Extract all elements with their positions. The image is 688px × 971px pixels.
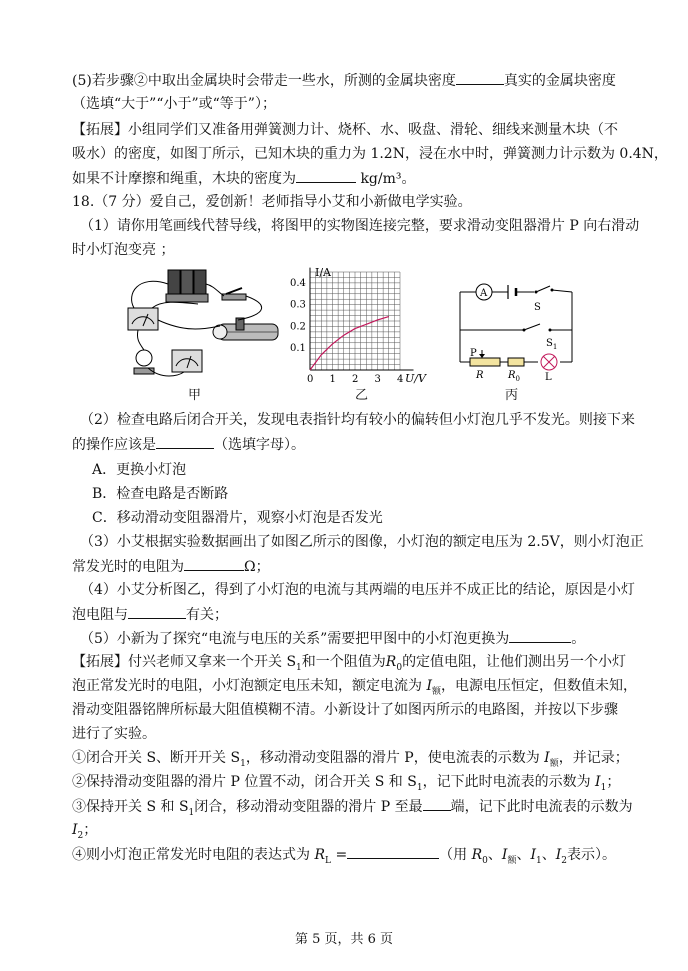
q18-ext-line1 xyxy=(72,652,626,678)
resistor-r0-label: $R_0$ xyxy=(508,370,520,383)
page-footer: 第 5 页，共 6 页 xyxy=(294,932,394,947)
q17-item5-blank[interactable] xyxy=(456,70,504,85)
q18-p5-blank[interactable] xyxy=(509,628,571,643)
i-rated-subscript: 额 xyxy=(431,686,441,697)
battery-pack xyxy=(166,270,208,302)
q18-p2-text-c: （选填字母）。 xyxy=(214,437,305,453)
q18-ext-text1c: 的定值电阻，让他们测出另一个小灯 xyxy=(402,654,627,670)
comma-1: 、 xyxy=(487,847,502,863)
q18-step4-text-c: 表示）。 xyxy=(566,847,616,863)
x-tick-label: 4 xyxy=(397,374,404,385)
q18-step1-text-b: ，移动滑动变阻器的滑片 P，使电流表的示数为 xyxy=(245,750,540,766)
q18-option-c: C．移动滑动变阻器滑片，观察小灯泡是否发光 xyxy=(92,510,383,526)
q18-step3-text-c: 端，记下此时电流表的示数为 xyxy=(450,799,633,815)
q17-ext-line2: 吸水）的密度，如图丁所示，已知木块的重力为 1.2N，浸在水中时，弹簧测力计示数为 0.4N， xyxy=(72,146,668,162)
q17-ext-text1: 小组同学们又准备用弹簧测力计、烧杯、水、吸盘、滑轮、细线来测量木块（不 xyxy=(128,122,618,138)
rheostat-label: R xyxy=(476,370,484,381)
step3-i2-subscript: 2 xyxy=(77,830,84,841)
expr-irated-subscript: 额 xyxy=(507,855,517,866)
lamp-label: L xyxy=(545,372,552,383)
q18-p3-line2 xyxy=(72,556,270,577)
q17-ext-line3 xyxy=(72,168,416,189)
slider-p-label: P xyxy=(470,348,477,359)
q18-p2-line1: （2）检查电路后闭合开关，发现电表指针均有较小的偏转但小灯泡几乎不发光。则接下来 xyxy=(80,412,635,428)
y-tick-label: 0.2 xyxy=(290,321,306,333)
equals-sign: = xyxy=(335,847,348,863)
q18-step2 xyxy=(72,772,620,798)
step2-s1-subscript: 1 xyxy=(416,782,423,793)
circuit-wires xyxy=(460,290,572,362)
q18-p4-text-c: 有关； xyxy=(186,607,228,623)
x-tick-label: 2 xyxy=(352,374,359,385)
i-rated-symbol: I xyxy=(426,678,432,694)
s1-subscript: 1 xyxy=(296,662,302,673)
q18-ext-line4: 进行了实验。 xyxy=(72,726,156,742)
y-tick-label: 0.3 xyxy=(290,299,306,311)
q18-p5-line xyxy=(80,628,585,649)
switch-s1-label: $S_1$ xyxy=(546,338,558,351)
q17-item5-text-a: (5)若步骤②中取出金属块时会带走一些水，所测的金属块密度 xyxy=(72,73,456,89)
expr-r0-symbol: R xyxy=(471,847,483,863)
y-axis-label: I/A xyxy=(315,266,331,279)
switch-s-symbol xyxy=(535,286,554,294)
q18-step1-text-a: ①闭合开关 S、断开开关 S xyxy=(72,750,241,766)
x-tick-label: 0 xyxy=(307,374,314,385)
figure-bing-caption: 丙 xyxy=(505,388,519,403)
q18-ext-line2 xyxy=(72,676,637,702)
q18-step3 xyxy=(72,796,633,823)
knife-switch xyxy=(222,288,246,300)
q17-item5-text-b: 真实的金属块密度 xyxy=(503,73,616,89)
q18-ext-line3: 滑动变阻器铭牌所标最大阻值模糊不清。小新设计了如图丙所示的电路图，并按以下步骤 xyxy=(72,702,618,718)
r0-symbol: R xyxy=(385,654,397,670)
q18-ext-label: 【拓展】 xyxy=(72,654,128,670)
q18-p4-blank[interactable] xyxy=(128,604,186,619)
figure-bing-circuit-diagram xyxy=(452,280,580,383)
figure-yi-iu-graph xyxy=(290,264,430,388)
q18-p2-line2 xyxy=(72,434,305,455)
expr-irated-symbol: I xyxy=(501,847,508,863)
x-tick-label: 1 xyxy=(329,374,336,385)
step1-s1-subscript: 1 xyxy=(240,758,246,769)
y-tick-label: 0.4 xyxy=(290,277,306,289)
q17-ext-text3b: kg/m³。 xyxy=(356,171,416,187)
q18-p4-line2 xyxy=(72,604,228,625)
q18-ext-text2b: ，电源电压恒定，但数值未知， xyxy=(441,678,637,694)
q18-p5-text-a: （5）小新为了探究“电流与电压的关系”需要把甲图中的小灯泡更换为 xyxy=(80,631,510,647)
rl-symbol: R xyxy=(314,847,325,863)
switch-s-label: S xyxy=(534,302,541,313)
q18-step3-cont xyxy=(72,820,97,846)
q18-p3-blank[interactable] xyxy=(184,556,244,571)
q18-step3-text-a: ③保持开关 S 和 S xyxy=(72,799,189,815)
q17-ext-text3a: 如果不计摩擦和绳重，木块的密度为 xyxy=(72,171,296,187)
q18-p2-text-b: 的操作应该是 xyxy=(72,437,156,453)
q18-step2-text-a: ②保持滑动变阻器的滑片 P 位置不动，闭合开关 S 和 S xyxy=(72,774,417,790)
expr-i1-subscript: 1 xyxy=(535,855,542,866)
comma-3: 、 xyxy=(541,847,556,863)
expr-i2-symbol: I xyxy=(555,847,562,863)
q17-density-blank[interactable] xyxy=(296,168,356,183)
q18-step2-text-c: ； xyxy=(606,774,621,790)
x-axis-label: U/V xyxy=(405,372,426,385)
q18-ext-text1a: 付兴老师又拿来一个开关 S xyxy=(128,654,297,670)
q18-step4-text-b: （用 xyxy=(439,847,468,863)
expr-i1-symbol: I xyxy=(530,847,536,863)
q18-option-b: B．检查电路是否断路 xyxy=(92,486,229,502)
q17-item5-line xyxy=(72,70,616,91)
q18-heading: 18.（7 分）爱自己，爱创新！老师指导小艾和小新做电学实验。 xyxy=(72,194,472,210)
expr-i2-subscript: 2 xyxy=(561,855,567,866)
q18-step2-text-b: ，记下此时电流表的示数为 xyxy=(422,774,591,790)
q18-ext-text2a: 泡正常发光时的电阻，小灯泡额定电压未知，额定电流为 xyxy=(72,678,422,694)
q18-p3-line1: （3）小艾根据实验数据画出了如图乙所示的图像，小灯泡的额定电压为 2.5V，则小灯泡正 xyxy=(80,534,644,550)
r0-subscript: 0 xyxy=(396,662,403,673)
q18-ext-text1b: 和一个阻值为 xyxy=(301,654,386,670)
figure-jia-physical-circuit xyxy=(118,264,300,396)
figure-jia-caption: 甲 xyxy=(188,388,202,403)
q17-item5-hint: （选填“大于”“小于”或“等于”）； xyxy=(72,96,276,112)
q17-ext-line1 xyxy=(72,120,618,140)
step2-i1-subscript: 1 xyxy=(600,782,607,793)
graph-grid xyxy=(310,272,400,370)
q18-step4 xyxy=(72,844,616,871)
q18-step4-text-a: ④则小灯泡正常发光时电阻的表达式为 xyxy=(72,847,310,863)
rheostat-symbol xyxy=(470,358,500,366)
q18-p3-text-c: Ω； xyxy=(244,559,270,575)
slider-arrow xyxy=(479,354,485,358)
q18-step3-text-b: 闭合，移动滑动变阻器的滑片 P 至最 xyxy=(194,799,423,815)
expr-r0-subscript: 0 xyxy=(482,855,488,866)
step1-i-symbol: I xyxy=(544,750,550,766)
ammeter-device xyxy=(128,308,158,330)
q18-p4-line1: （4）小艾分析图乙，得到了小灯泡的电流与其两端的电压并不成正比的结论，原因是小灯 xyxy=(80,582,635,598)
q18-step1 xyxy=(72,748,629,774)
step3-i2-symbol: I xyxy=(72,822,78,838)
comma-2: 、 xyxy=(516,847,531,863)
voltmeter-device xyxy=(172,350,202,372)
q18-p2-blank[interactable] xyxy=(156,434,214,449)
figure-yi-caption: 乙 xyxy=(355,388,369,403)
ammeter-label: A xyxy=(480,288,488,299)
q18-p1-line1: （1）请你用笔画线代替导线，将图甲的实物图连接完整，要求滑动变阻器滑片 P 向右滑动 xyxy=(80,218,640,234)
rheostat-device xyxy=(213,318,278,340)
step2-i1-symbol: I xyxy=(595,774,601,790)
battery-symbol xyxy=(508,285,516,299)
q18-option-a: A．更换小灯泡 xyxy=(92,462,187,478)
q17-ext-label: 【拓展】 xyxy=(72,122,128,138)
q18-step3-blank[interactable] xyxy=(423,796,451,811)
step1-i-subscript: 额 xyxy=(549,758,559,769)
lamp-symbol xyxy=(541,354,557,370)
q18-step4-blank[interactable] xyxy=(347,844,439,859)
q18-p5-text-b: 。 xyxy=(571,631,586,647)
y-tick-label: 0.1 xyxy=(290,343,306,355)
q18-p3-text-b: 常发光时的电阻为 xyxy=(72,559,184,575)
q18-step3-text-d: ； xyxy=(83,822,98,838)
rl-subscript: L xyxy=(325,855,331,866)
x-tick-label: 3 xyxy=(374,374,381,385)
q18-p1-line2: 时小灯泡变亮 ； xyxy=(72,242,175,258)
q18-step1-text-c: ，并记录； xyxy=(558,750,629,766)
resistor-r0-symbol xyxy=(508,358,524,366)
q18-p4-text-b: 泡电阻与 xyxy=(72,607,128,623)
step3-s1-subscript: 1 xyxy=(188,807,195,818)
